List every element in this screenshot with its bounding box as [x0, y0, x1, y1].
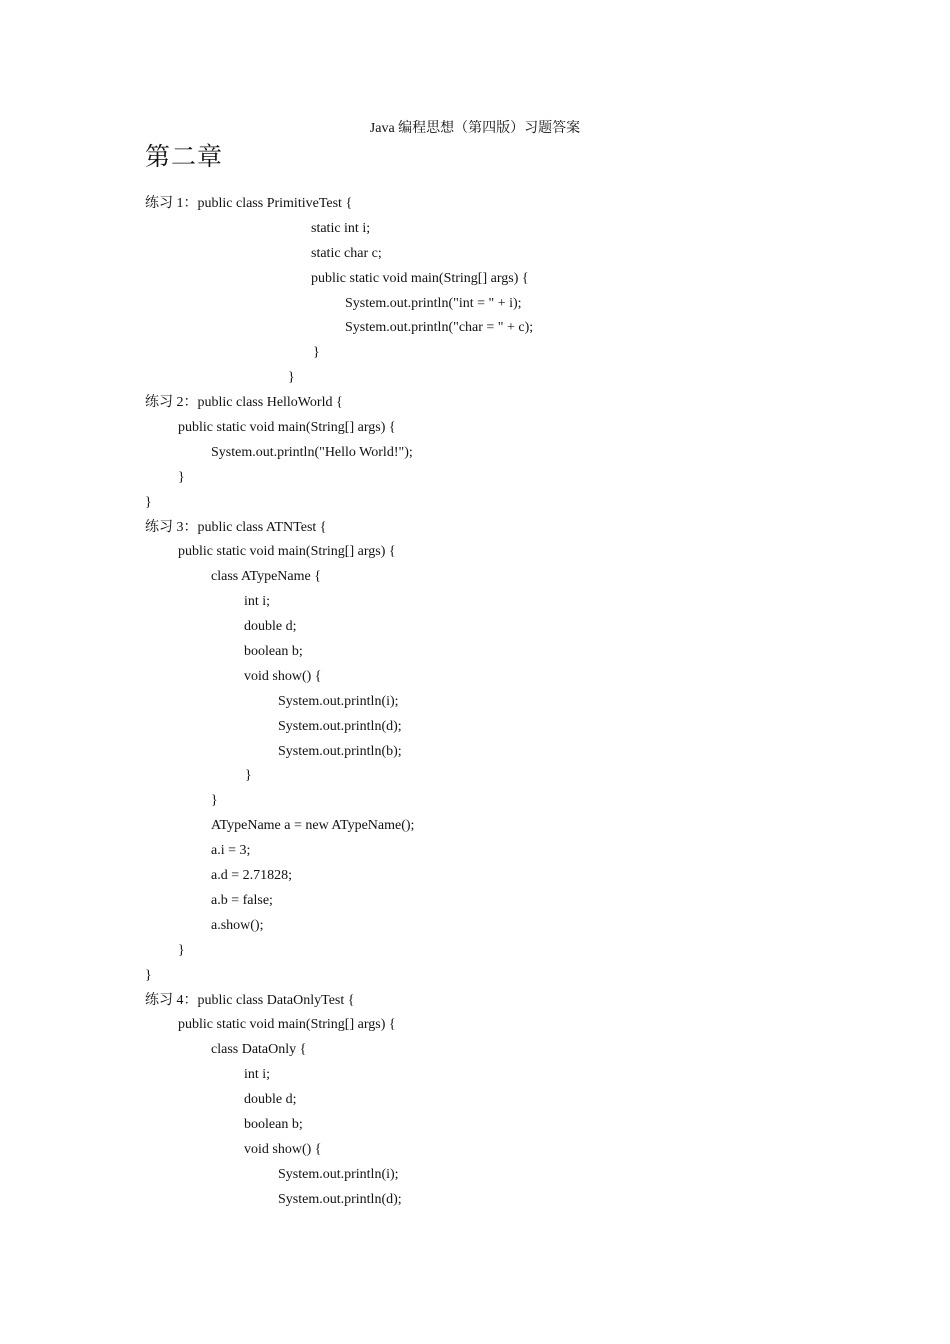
- code-line: [145, 1063, 845, 1088]
- code-line: [145, 217, 845, 242]
- code-text: System.out.println("Hello World!");: [211, 444, 413, 460]
- code-text: class DataOnly {: [211, 1042, 307, 1058]
- code-text: }: [178, 469, 185, 485]
- code-line: [145, 864, 845, 889]
- code-text: System.out.println(d);: [278, 1191, 402, 1207]
- code-line: [145, 964, 845, 989]
- code-line: [145, 1163, 845, 1188]
- code-line: [145, 789, 845, 814]
- code-text: static char c;: [311, 245, 382, 261]
- code-line: [145, 441, 845, 466]
- code-text: }: [178, 942, 185, 958]
- code-text: static int i;: [311, 220, 371, 236]
- code-text: a.d = 2.71828;: [211, 868, 292, 884]
- code-line: [145, 814, 845, 839]
- code-line: [145, 1038, 845, 1063]
- code-line: [145, 491, 845, 516]
- code-text: System.out.println("int = " + i);: [345, 295, 522, 311]
- exercise-code-block: [145, 192, 845, 1213]
- code-line: [145, 466, 845, 491]
- exercise-label: 练习 2：: [145, 395, 198, 411]
- exercise-header-line: [145, 989, 845, 1014]
- code-text: }: [245, 768, 252, 784]
- code-text: void show() {: [244, 1141, 322, 1157]
- code-text: System.out.println(b);: [278, 743, 402, 759]
- code-line: [145, 839, 845, 864]
- code-text: public static void main(String[] args) {: [311, 270, 529, 286]
- code-line: [145, 267, 845, 292]
- code-line: [145, 1188, 845, 1213]
- code-text: double d;: [244, 1092, 297, 1108]
- exercise-header-line: [145, 516, 845, 541]
- code-line: [145, 316, 845, 341]
- code-line: [145, 715, 845, 740]
- code-text: public static void main(String[] args) {: [178, 1017, 396, 1033]
- code-line: [145, 292, 845, 317]
- code-text: a.i = 3;: [211, 843, 251, 859]
- code-text: public class ATNTest {: [197, 519, 327, 535]
- code-text: }: [211, 793, 218, 809]
- code-text: a.b = false;: [211, 892, 273, 908]
- code-text: }: [145, 967, 152, 983]
- code-line: [145, 341, 845, 366]
- exercise-header-line: [145, 391, 845, 416]
- code-text: public static void main(String[] args) {: [178, 420, 396, 436]
- code-line: [145, 565, 845, 590]
- exercise-header-line: [145, 192, 845, 217]
- code-text: System.out.println(d);: [278, 718, 402, 734]
- code-line: [145, 1088, 845, 1113]
- code-line: [145, 914, 845, 939]
- code-line: [145, 1138, 845, 1163]
- code-text: ATypeName a = new ATypeName();: [211, 818, 415, 834]
- code-text: public class HelloWorld {: [197, 395, 343, 411]
- code-line: [145, 416, 845, 441]
- code-line: [145, 366, 845, 391]
- code-text: public class DataOnlyTest {: [197, 992, 355, 1008]
- chapter-heading: 第二章: [145, 144, 224, 171]
- code-line: [145, 615, 845, 640]
- code-line: [145, 1013, 845, 1038]
- code-text: int i;: [244, 594, 271, 610]
- code-text: boolean b;: [244, 1116, 303, 1132]
- code-text: public class PrimitiveTest {: [197, 196, 353, 211]
- exercise-label: 练习 3：: [145, 519, 198, 535]
- code-text: }: [288, 370, 295, 386]
- code-text: void show() {: [244, 668, 322, 684]
- code-text: }: [145, 494, 152, 510]
- document-title: Java 编程思想（第四版）习题答案: [369, 121, 581, 136]
- code-line: [145, 764, 845, 789]
- code-text: System.out.println(i);: [278, 1166, 399, 1182]
- code-text: a.show();: [211, 917, 264, 933]
- code-text: boolean b;: [244, 644, 303, 660]
- code-line: [145, 540, 845, 565]
- code-line: [145, 640, 845, 665]
- code-text: System.out.println(i);: [278, 693, 399, 709]
- code-text: System.out.println("char = " + c);: [345, 320, 534, 336]
- code-text: class ATypeName {: [211, 569, 321, 585]
- code-line: [145, 690, 845, 715]
- code-line: [145, 242, 845, 267]
- code-line: [145, 590, 845, 615]
- code-text: public static void main(String[] args) {: [178, 544, 396, 560]
- code-line: [145, 939, 845, 964]
- exercise-label: 练习 1：: [145, 196, 198, 211]
- code-text: double d;: [244, 619, 297, 635]
- code-line: [145, 665, 845, 690]
- code-line: [145, 889, 845, 914]
- code-line: [145, 740, 845, 765]
- code-line: [145, 1113, 845, 1138]
- exercise-label: 练习 4：: [145, 992, 198, 1008]
- code-text: int i;: [244, 1067, 271, 1083]
- code-text: }: [313, 345, 320, 361]
